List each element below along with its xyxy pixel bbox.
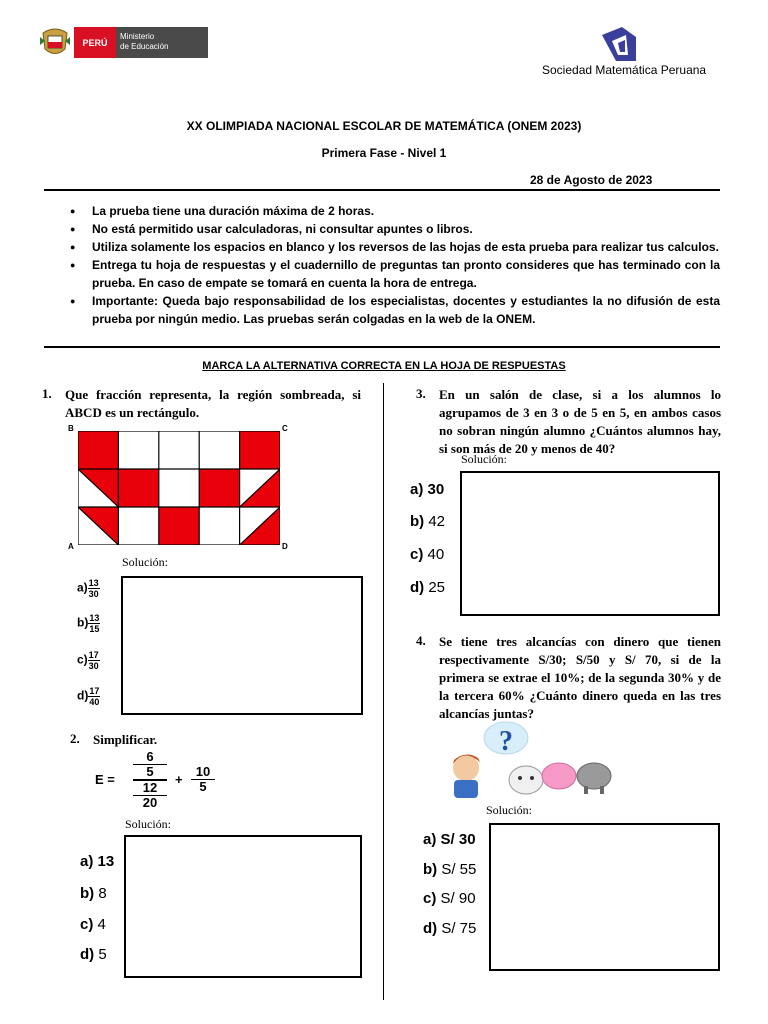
rule-item: ● No está permitido usar calculadoras, ni consultar apuntes o libros. bbox=[70, 220, 720, 238]
q1-number: 1. bbox=[42, 386, 52, 401]
rule-item: ● Entrega tu hoja de respuestas y el cuadernillo de preguntas tan pronto consideres que has terminado con la prueba. En caso de empate se tomará en cuenta la hora de entrega. bbox=[70, 256, 720, 292]
piggy-banks-illustration bbox=[444, 720, 612, 802]
shaded-cell bbox=[240, 431, 280, 469]
q2-number: 2. bbox=[70, 731, 80, 746]
q4-option-b[interactable]: b) S/ 55 bbox=[423, 861, 477, 878]
column-divider bbox=[383, 383, 384, 1000]
q3-option-a[interactable]: a) 30 bbox=[410, 481, 445, 498]
corner-a: A bbox=[68, 542, 74, 551]
rules-list bbox=[70, 202, 720, 328]
q4-option-d[interactable]: d) S/ 75 bbox=[423, 920, 477, 937]
rule-item: ● Importante: Queda bajo responsabilidad de los especialistas, docentes y estudiantes la no difusión de esta prueba por ningún medio. Las pruebas serán colgadas en la web de la ONEM. bbox=[70, 292, 720, 328]
ministry-label: Ministerio de Educación bbox=[116, 27, 208, 58]
instruction-heading: MARCA LA ALTERNATIVA CORRECTA EN LA HOJA DE RESPUESTAS bbox=[202, 360, 566, 372]
q3-solution-box[interactable] bbox=[460, 471, 720, 616]
shaded-cell bbox=[199, 469, 239, 507]
q3-text: En un salón de clase, si a los alumnos lo agrupamos de 3 en 3 o de 5 en 5, en ambos casos no sobran ningún alumno ¿Cuántos alumnos hay, si son más de 20 y menos de 40? bbox=[439, 387, 721, 456]
q1-option-c[interactable]: c) $\frac{17}{30}$ bbox=[77, 650, 99, 671]
q1-option-a[interactable]: a) $\frac{13}{30}$ bbox=[77, 578, 99, 599]
q3-option-c[interactable]: c) 40 bbox=[410, 546, 445, 563]
q2-option-d[interactable]: d) 5 bbox=[80, 946, 107, 963]
q2-expression: E = 6 5 12 20 + 10 5 bbox=[95, 750, 225, 816]
exam-phase: Primera Fase - Nivel 1 bbox=[321, 146, 447, 160]
rule-item: ● Utiliza solamente los espacios en blanco y los reversos de las hojas de esta prueba para realizar tus calculos. bbox=[70, 238, 720, 256]
q3-number: 3. bbox=[416, 386, 426, 401]
q2-option-a[interactable]: a) 13 bbox=[80, 853, 115, 870]
q4-number: 4. bbox=[416, 633, 426, 648]
q3-solution-label: Solución: bbox=[461, 452, 508, 466]
shaded-cell bbox=[159, 507, 199, 545]
question-mark: ? bbox=[499, 726, 513, 757]
corner-c: C bbox=[282, 424, 288, 433]
exam-date: 28 de Agosto de 2023 bbox=[530, 173, 653, 187]
corner-d: D bbox=[282, 542, 288, 551]
q1-text: Que fracción representa, la región sombreada, si ABCD es un rectángulo. bbox=[65, 387, 361, 420]
smp-logo-icon bbox=[598, 25, 640, 65]
peru-coat-of-arms-icon bbox=[40, 27, 70, 58]
q1-solution-label: Solución: bbox=[122, 555, 169, 569]
q2-solution-label: Solución: bbox=[125, 817, 172, 831]
minedu-logo bbox=[40, 27, 210, 58]
q1-option-d[interactable]: d) $\frac{17}{40}$ bbox=[77, 686, 100, 707]
q3-option-d[interactable]: d) 25 bbox=[410, 579, 446, 596]
peru-label: PERÚ bbox=[74, 27, 116, 58]
q3-option-b[interactable]: b) 42 bbox=[410, 513, 446, 530]
rectangle-figure bbox=[78, 431, 280, 545]
corner-b: B bbox=[68, 424, 74, 433]
exam-title: XX OLIMPIADA NACIONAL ESCOLAR DE MATEMÁTICA (ONEM 2023) bbox=[186, 119, 582, 133]
shaded-cell bbox=[78, 431, 118, 469]
q4-solution-box[interactable] bbox=[489, 823, 720, 971]
q2-option-b[interactable]: b) 8 bbox=[80, 885, 107, 902]
q1-option-b[interactable]: b) $\frac{13}{15}$ bbox=[77, 613, 100, 634]
rules-rule bbox=[44, 346, 720, 348]
q4-option-a[interactable]: a) S/ 30 bbox=[423, 831, 476, 848]
rule-item: ● La prueba tiene una duración máxima de 2 horas. bbox=[70, 202, 720, 220]
q4-option-c[interactable]: c) S/ 90 bbox=[423, 890, 476, 907]
q2-option-c[interactable]: c) 4 bbox=[80, 916, 106, 933]
q2-text: Simplificar. bbox=[93, 732, 158, 747]
q4-solution-label: Solución: bbox=[486, 803, 533, 817]
shaded-cell bbox=[118, 469, 158, 507]
q4-text: Se tiene tres alcancías con dinero que tienen respectivamente S/30; S/50 y S/ 70, si de la primera se extrae el 10%; de la segunda 30% y de la tercera 60% ¿Cuánto dinero queda en las tres alcancías juntas? bbox=[439, 634, 721, 721]
q1-solution-box[interactable] bbox=[121, 576, 363, 715]
header-rule bbox=[44, 189, 720, 191]
smp-name: Sociedad Matemática Peruana bbox=[542, 63, 707, 77]
q2-solution-box[interactable] bbox=[124, 835, 362, 978]
